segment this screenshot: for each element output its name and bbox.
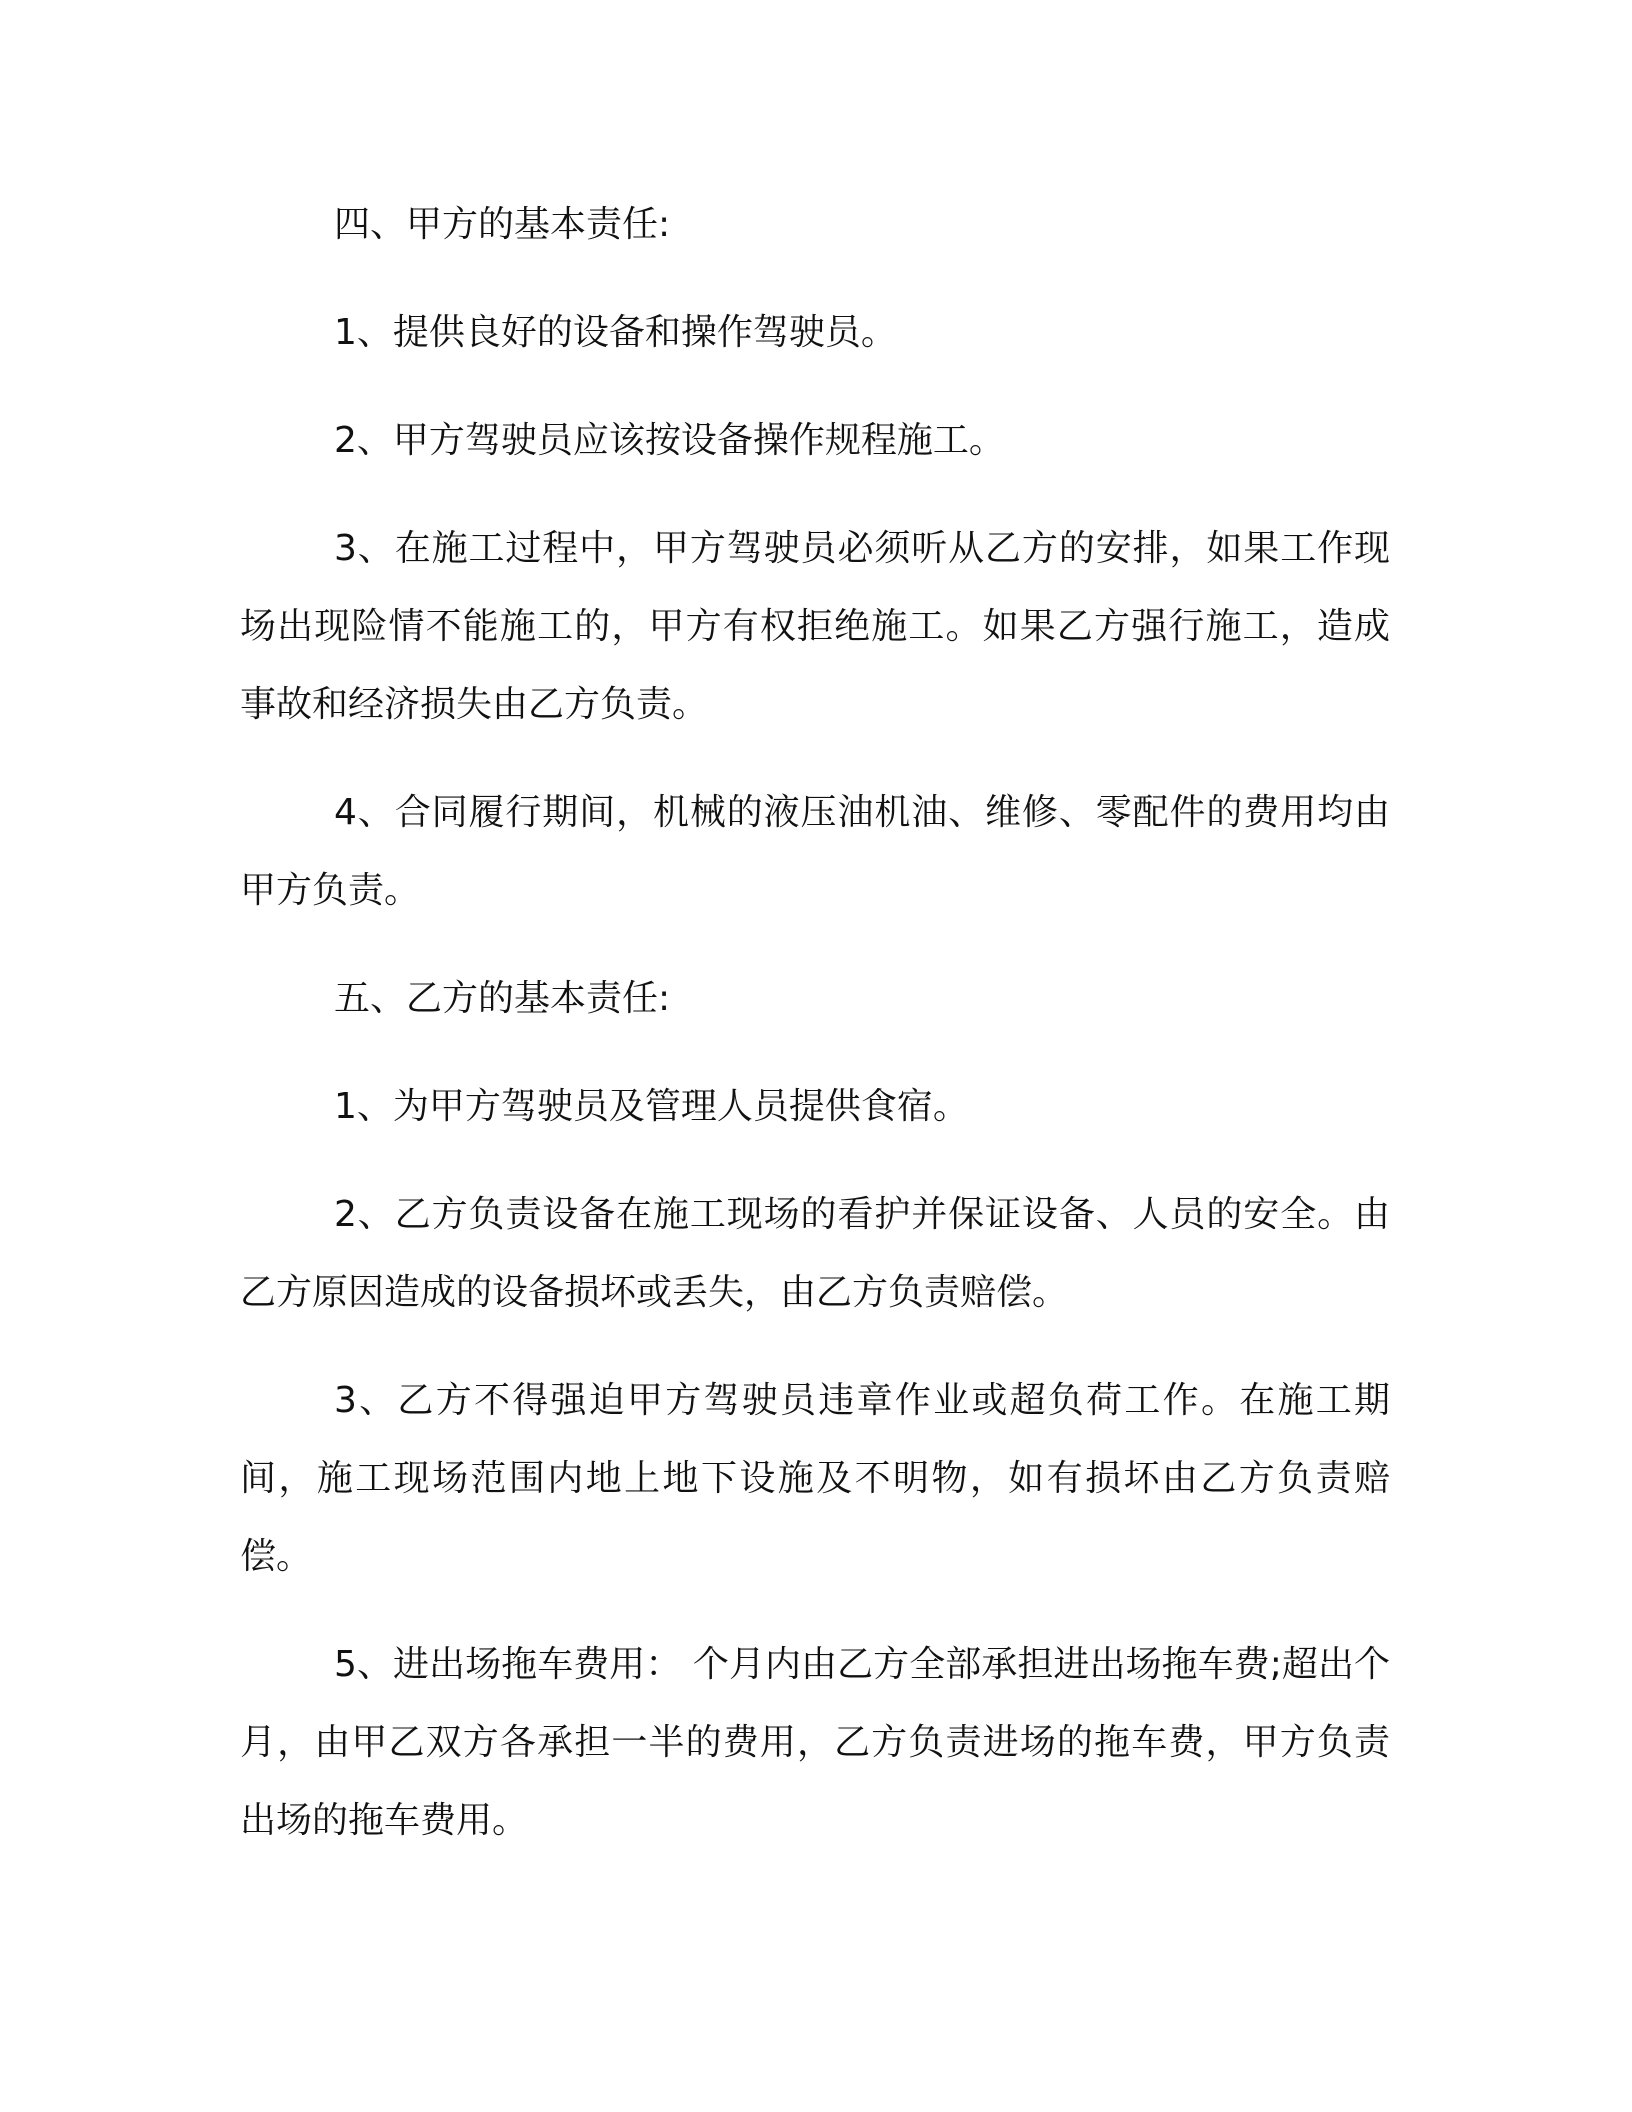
section-five-heading: 五、乙方的基本责任: [334, 978, 671, 1019]
section-four-item-4: 4、合同履行期间，机械的液压油机油、维修、零配件的费用均由甲方负责。 [240, 792, 1390, 911]
section-five-item-3: 3、乙方不得强迫甲方驾驶员违章作业或超负荷工作。在施工期间，施工现场范围内地上地下设施及不明物，如有损坏由乙方负责赔偿。 [240, 1380, 1390, 1577]
section-five-item-1: 1、为甲方驾驶员及管理人员提供食宿。 [334, 1086, 969, 1127]
document-page [240, 186, 1390, 1890]
section-four-item-3: 3、在施工过程中，甲方驾驶员必须听从乙方的安排，如果工作现场出现险情不能施工的，甲方有权拒绝施工。如果乙方强行施工，造成事故和经济损失由乙方负责。 [240, 528, 1390, 725]
section-five-item-2: 2、乙方负责设备在施工现场的看护并保证设备、人员的安全。由乙方原因造成的设备损坏或丢失，由乙方负责赔偿。 [240, 1194, 1390, 1313]
section-four-item-2: 2、甲方驾驶员应该按设备操作规程施工。 [334, 420, 1005, 461]
section-four-item-1: 1、提供良好的设备和操作驾驶员。 [334, 312, 897, 353]
section-five-item-5: 5、进出场拖车费用： 个月内由乙方全部承担进出场拖车费;超出个月，由甲乙双方各承担一半的费用，乙方负责进场的拖车费，甲方负责出场的拖车费用。 [240, 1644, 1390, 1841]
section-four-heading: 四、甲方的基本责任: [334, 204, 671, 245]
